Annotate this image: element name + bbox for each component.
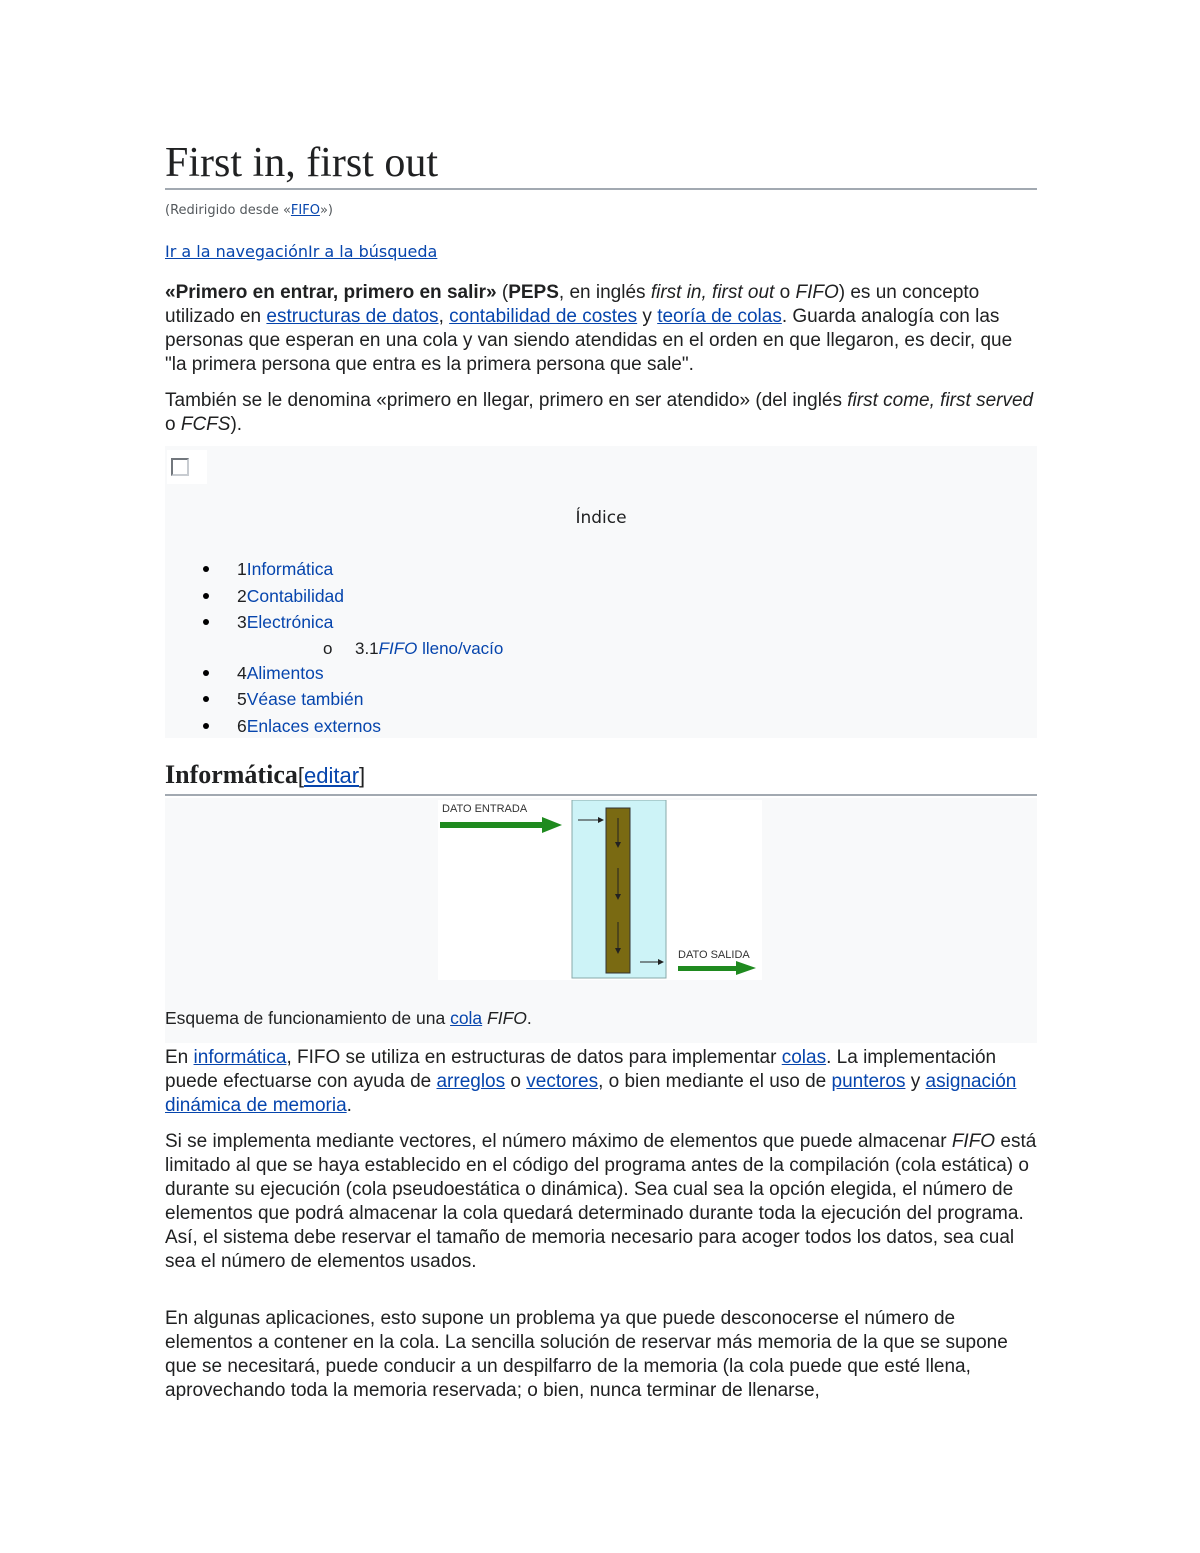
toc-toggle-checkbox[interactable] — [171, 458, 189, 476]
bullet-icon — [203, 723, 209, 729]
table-of-contents — [165, 446, 1037, 738]
link-informatica[interactable]: informática — [193, 1047, 287, 1068]
informatica-paragraph-1: En informática, FIFO se utiliza en estructuras de datos para implementar colas. La implementación puede efectuarse con ayuda de arreglos o vectores, o bien mediante el uso de punteros y asignación dinámica de memoria. — [165, 1047, 1017, 1116]
link-teoria-de-colas[interactable]: teoría de colas — [657, 306, 782, 327]
intro-paragraph-1: «Primero en entrar, primero en salir» (PEPS, en inglés first in, first out o FIFO) es un concepto utilizado en estructuras de datos, contabilidad de costes y teoría de colas. Guarda analogía con las personas que esperan en una cola y van siendo atendidas en el orden en que llegaron, es decir, que "la primera persona que entra es la primera persona que sale". — [165, 282, 1013, 375]
toc-item-vease-tambien[interactable]: 5Véase también — [199, 686, 1035, 713]
bullet-icon — [203, 566, 209, 572]
link-colas[interactable]: colas — [781, 1047, 827, 1068]
skip-to-search-link[interactable]: Ir a la búsqueda — [308, 242, 438, 261]
toc-item-alimentos[interactable]: 4Alimentos — [199, 660, 1035, 687]
label-dato-entrada: DATO ENTRADA — [442, 803, 528, 815]
redirect-note: (Redirigido desde «FIFO») — [165, 203, 333, 218]
link-cola[interactable]: cola — [450, 1008, 483, 1028]
toc-list — [199, 556, 1035, 739]
fifo-figure — [165, 798, 1037, 1043]
toc-item-enlaces-externos[interactable]: 6Enlaces externos — [199, 713, 1035, 740]
link-asignacion-dinamica-de-memoria[interactable]: asignación dinámica de memoria — [165, 1071, 1017, 1116]
fifo-diagram — [438, 800, 762, 980]
sub-bullet-icon: o — [323, 638, 333, 658]
toc-item-electronica[interactable]: 3Electrónica — [199, 609, 1035, 636]
link-contabilidad-de-costes[interactable]: contabilidad de costes — [449, 306, 638, 327]
toc-item-contabilidad[interactable]: 2Contabilidad — [199, 583, 1035, 610]
informatica-paragraph-3: En algunas aplicaciones, esto supone un problema ya que puede desconocerse el número de elementos a contener en la cola. La sencilla solución de reservar más memoria de la que se supone que se necesitará, puede conducir a un despilfarro de la memoria (la cola puede que esté llena, aprovechando toda la memoria reservada; o bien, nunca terminar de llenarse, — [165, 1308, 1008, 1401]
link-arreglos[interactable]: arreglos — [436, 1071, 506, 1092]
toc-item-informatica[interactable]: 1Informática — [199, 556, 1035, 583]
redirect-link-fifo[interactable]: FIFO — [290, 203, 320, 218]
edit-section-link[interactable]: editar — [303, 763, 360, 788]
toc-title: Índice — [575, 508, 627, 528]
output-arrow-shaft — [678, 966, 738, 971]
toc-item-fifo-lleno-vacio[interactable]: o 3.1FIFO lleno/vacío — [199, 636, 1035, 660]
page-title: First in, first out — [165, 140, 1037, 190]
input-arrow-shaft — [440, 822, 544, 828]
link-vectores[interactable]: vectores — [526, 1071, 599, 1092]
label-dato-salida: DATO SALIDA — [678, 949, 750, 961]
link-estructuras-de-datos[interactable]: estructuras de datos — [266, 306, 439, 327]
figure-caption: Esquema de funcionamiento de una cola FIFO. — [165, 1008, 532, 1028]
toc-toggle-area — [167, 450, 207, 484]
informatica-paragraph-2: Si se implementa mediante vectores, el número máximo de elementos que puede almacenar FIFO está limitado al que se haya establecido en el código del programa antes de la compilación (cola estática) o durante su ejecución (cola pseudoestática o dinámica). Sea cual sea la opción elegida, el número de elementos que podrá almacenar la cola quedará determinado durante toda la ejecución del programa. Así, el sistema debe reservar el tamaño de memoria necesario para acoger todos los datos, sea cual sea el número de elementos usados. — [165, 1131, 1037, 1272]
skip-links — [165, 242, 437, 261]
bullet-icon — [203, 593, 209, 599]
bullet-icon — [203, 670, 209, 676]
link-punteros[interactable]: punteros — [831, 1071, 906, 1092]
section-heading-informatica: Informática[editar] — [165, 757, 1037, 796]
bullet-icon — [203, 619, 209, 625]
intro-paragraph-2: También se le denomina «primero en llegar, primero en ser atendido» (del inglés first come, first served o FCFS). — [165, 390, 1034, 435]
skip-to-navigation-link[interactable]: Ir a la navegación — [165, 242, 308, 261]
bullet-icon — [203, 696, 209, 702]
